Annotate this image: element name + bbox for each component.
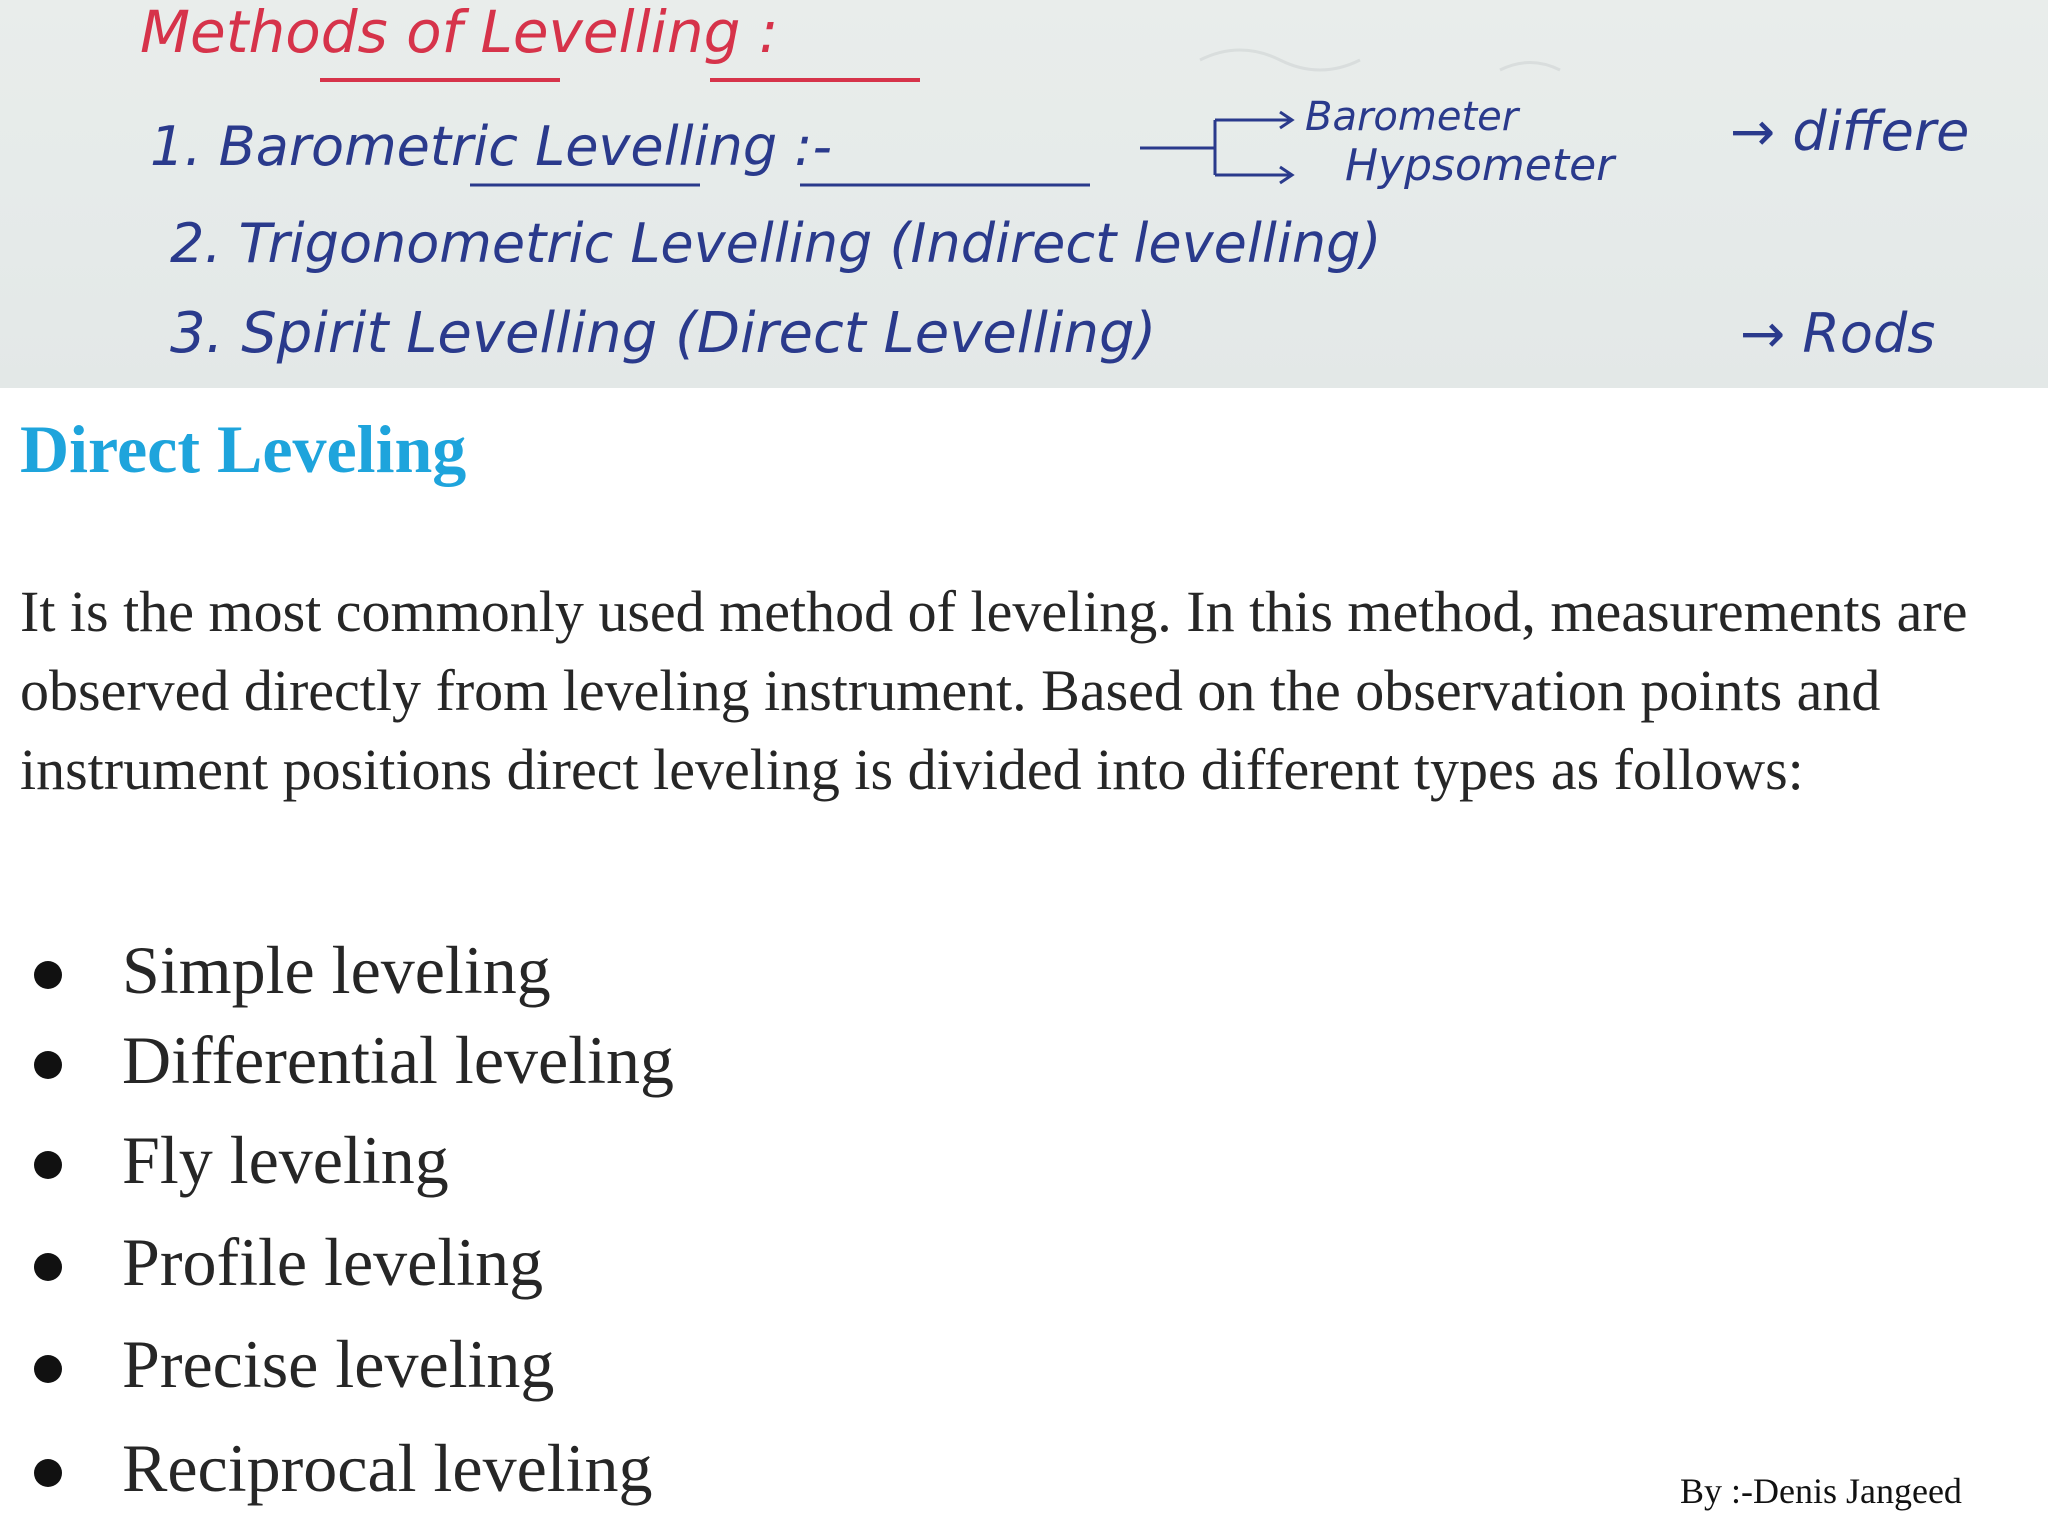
- notes-line-1-tail: → differe: [1730, 100, 1970, 163]
- section-title: Direct Leveling: [20, 411, 467, 487]
- branch-hypsometer: Hypsometer: [1345, 140, 1615, 191]
- bullet-icon: [34, 1253, 62, 1281]
- notes-line-2: 2. Trigonometric Levelling (Indirect levelling): [170, 212, 1382, 275]
- author-credit: By :-Denis Jangeed: [1680, 1471, 1962, 1511]
- branch-barometer: Barometer: [1305, 94, 1519, 140]
- bullet-icon: [34, 1051, 62, 1079]
- list-item-text: Differential leveling: [122, 1022, 674, 1098]
- bullet-icon: [34, 1151, 62, 1179]
- bullet-icon: [34, 1355, 62, 1383]
- notes-heading: Methods of Levelling :: [140, 0, 779, 66]
- list-item-text: Simple leveling: [122, 932, 551, 1008]
- notes-line-1: 1. Barometric Levelling :-: [150, 115, 832, 178]
- list-item-text: Fly leveling: [122, 1122, 449, 1198]
- bullet-icon: [34, 1459, 62, 1487]
- notes-line-3-tail: → Rods: [1740, 302, 1936, 365]
- list-item-text: Reciprocal leveling: [122, 1430, 653, 1506]
- bullet-icon: [34, 961, 62, 989]
- notes-line-3: 3. Spirit Levelling (Direct Levelling): [170, 301, 1157, 366]
- branch-bracket: [1140, 112, 1292, 183]
- list-item-text: Profile leveling: [122, 1224, 544, 1300]
- handwritten-notes-photo: [0, 0, 2048, 388]
- intro-paragraph: It is the most commonly used method of leveling. In this method, measurements are observed directly from leveling instrument. Based on the observation points and instrument positions direct leveling is divided into different types as follows:: [20, 579, 1968, 802]
- list-item-text: Precise leveling: [122, 1326, 555, 1402]
- notes-drawing: [0, 0, 2048, 388]
